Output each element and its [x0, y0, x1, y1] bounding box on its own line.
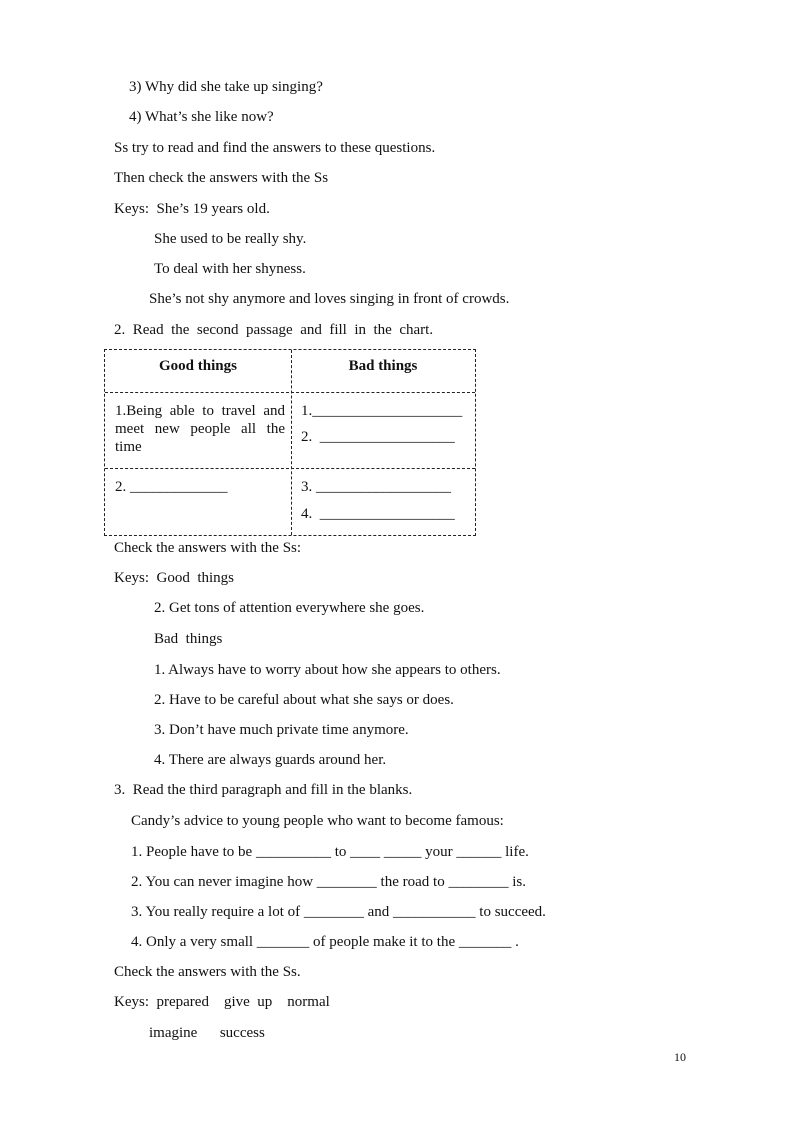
key-bad-1: 1. Always have to worry about how she appears to others.	[154, 662, 501, 678]
keys-line-3: To deal with her shyness.	[154, 261, 306, 277]
chart-row-divider-2	[105, 468, 475, 469]
bad-thing-3-blank: 3. __________________	[301, 479, 451, 495]
blank-sentence-1: 1. People have to be __________ to ____ _____ your ______ life.	[131, 844, 529, 860]
task-2-heading: 2. Read the second passage and fill in the chart.	[114, 322, 434, 338]
keys-line-blanks-1: Keys: prepared give up normal	[114, 994, 330, 1010]
good-bad-chart	[104, 349, 476, 536]
bad-thing-4-blank: 4. __________________	[301, 506, 455, 522]
keys-good-things: Keys: Good things	[114, 570, 234, 586]
check-answers-1: Check the answers with the Ss:	[114, 540, 302, 556]
candy-advice-intro: Candy’s advice to young people who want to become famous:	[131, 813, 504, 829]
chart-row-divider-1	[105, 392, 475, 393]
blank-sentence-3: 3. You really require a lot of ________ and ___________ to succeed.	[131, 904, 546, 920]
keys-bad-things: Bad things	[154, 631, 223, 647]
instruction-check: Then check the answers with the Ss	[114, 170, 329, 186]
key-good-2: 2. Get tons of attention everywhere she goes.	[154, 600, 425, 616]
blank-sentence-4: 4. Only a very small _______ of people make it to the _______ .	[131, 934, 519, 950]
page-number: 10	[674, 1050, 686, 1064]
keys-line-1: Keys: She’s 19 years old.	[114, 201, 270, 217]
bad-thing-1-blank: 1.____________________	[301, 403, 463, 419]
blank-sentence-2: 2. You can never imagine how ________ the road to ________ is.	[131, 874, 526, 890]
key-bad-3: 3. Don’t have much private time anymore.	[154, 722, 409, 738]
key-bad-2: 2. Have to be careful about what she says or does.	[154, 692, 454, 708]
header-good-things: Good things	[159, 358, 237, 374]
question-3: 3) Why did she take up singing?	[129, 79, 323, 95]
instruction-read: Ss try to read and find the answers to these questions.	[114, 140, 436, 156]
keys-line-2: She used to be really shy.	[154, 231, 307, 247]
chart-column-divider	[291, 350, 292, 535]
question-4: 4) What’s she like now?	[129, 109, 274, 125]
bad-thing-2-blank: 2. __________________	[301, 429, 455, 445]
check-answers-2: Check the answers with the Ss.	[114, 964, 301, 980]
task-3-heading: 3. Read the third paragraph and fill in the blanks.	[114, 782, 413, 798]
keys-line-blanks-2: imagine success	[149, 1025, 265, 1041]
good-thing-1: 1.Being able to travel and meet new people all the time	[115, 403, 285, 455]
keys-line-4: She’s not shy anymore and loves singing in front of crowds.	[149, 291, 510, 307]
good-thing-2-blank: 2. _____________	[115, 479, 228, 495]
key-bad-4: 4. There are always guards around her.	[154, 752, 387, 768]
header-bad-things: Bad things	[348, 358, 418, 374]
